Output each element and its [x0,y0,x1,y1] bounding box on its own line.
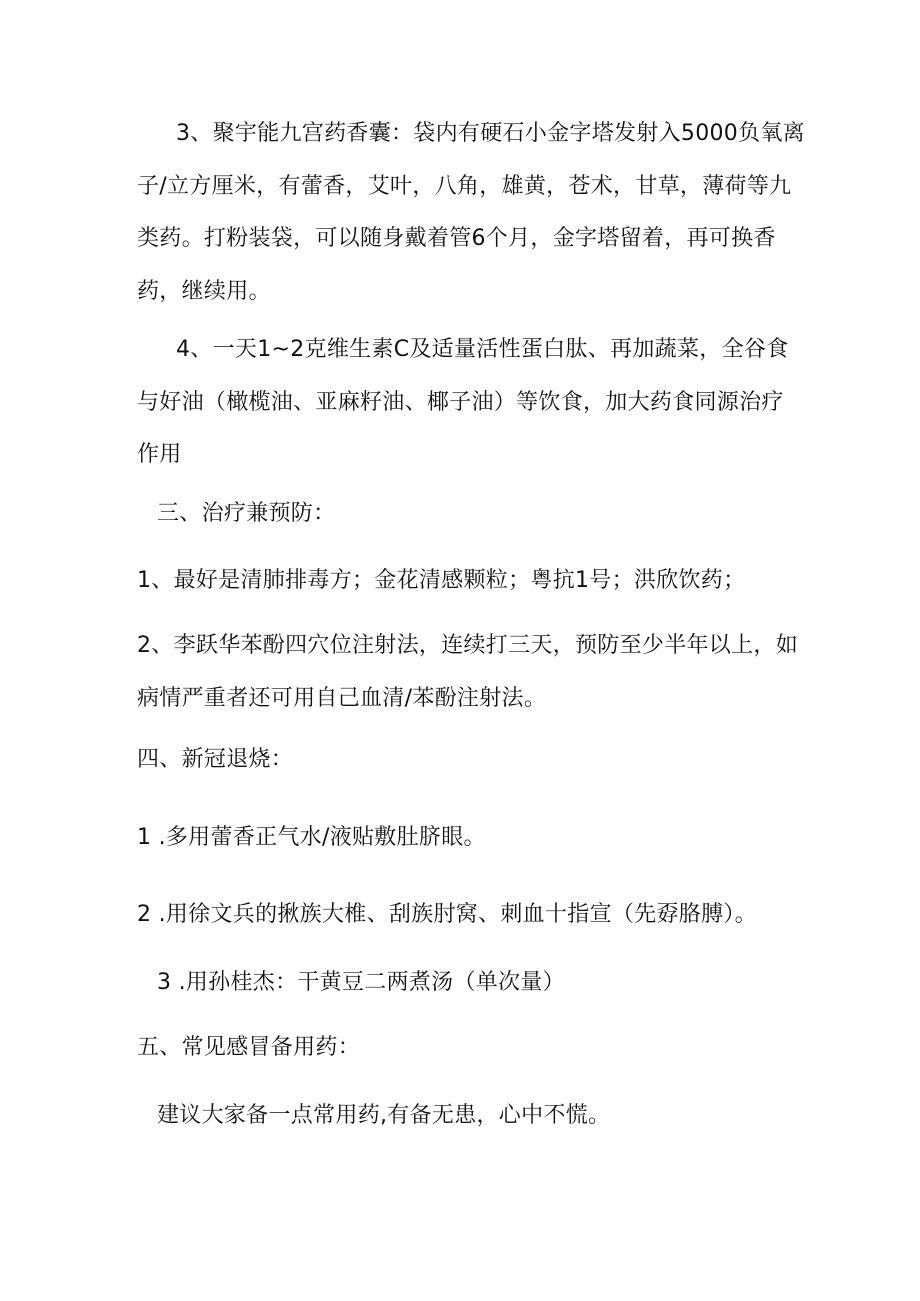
paragraph-fever-item-1: 1 .多用蕾香正气水/液贴敷肚脐眼。 [137,825,486,850]
paragraph-fever-item-2: 2 .用徐文兵的揪族大椎、刮族肘窝、刺血十指宣（先孬胳膊）。 [137,902,757,927]
heading-cold-medicine: 五、常见感冒备用药： [137,1035,361,1060]
paragraph-cold-advice: 建议大家备一点常用药,有备无患，心中不慌。 [157,1103,611,1128]
paragraph-fever-item-3: 3 .用孙桂杰：干黄豆二两煮汤（单次量） [157,970,565,995]
heading-treatment-prevention: 三、治疗兼预防： [157,501,336,526]
paragraph-fragrance-sachet: 3、聚宇能九宫药香囊：袋内有硬石小金字塔发射入5000负氧离子/立方厘米，有蕾香，艾叶，八角，雄黄，苍术，甘草，薄荷等九类药。打粉装袋，可以随身戴着管6个月，金字塔留着，再可换香药，继续用。 [137,121,805,304]
heading-fever-reduction: 四、新冠退烧： [137,747,294,772]
paragraph-vitamin-diet: 4、一天1~2克维生素C及适量活性蛋白肽、再加蔬菜，全谷食与好油（橄榄油、亚麻籽油、椰子油）等饮食，加大药食同源治疗作用 [137,337,789,468]
paragraph-treatment-item-1: 1、最好是清肺排毒方；金花清感颗粒；粤抗1号；洪欣饮药； [137,568,746,593]
paragraph-treatment-item-2: 2、李跃华苯酚四穴位注射法，连续打三天，预防至少半年以上，如病情严重者还可用自己血清/苯酚注射法。 [137,633,798,711]
